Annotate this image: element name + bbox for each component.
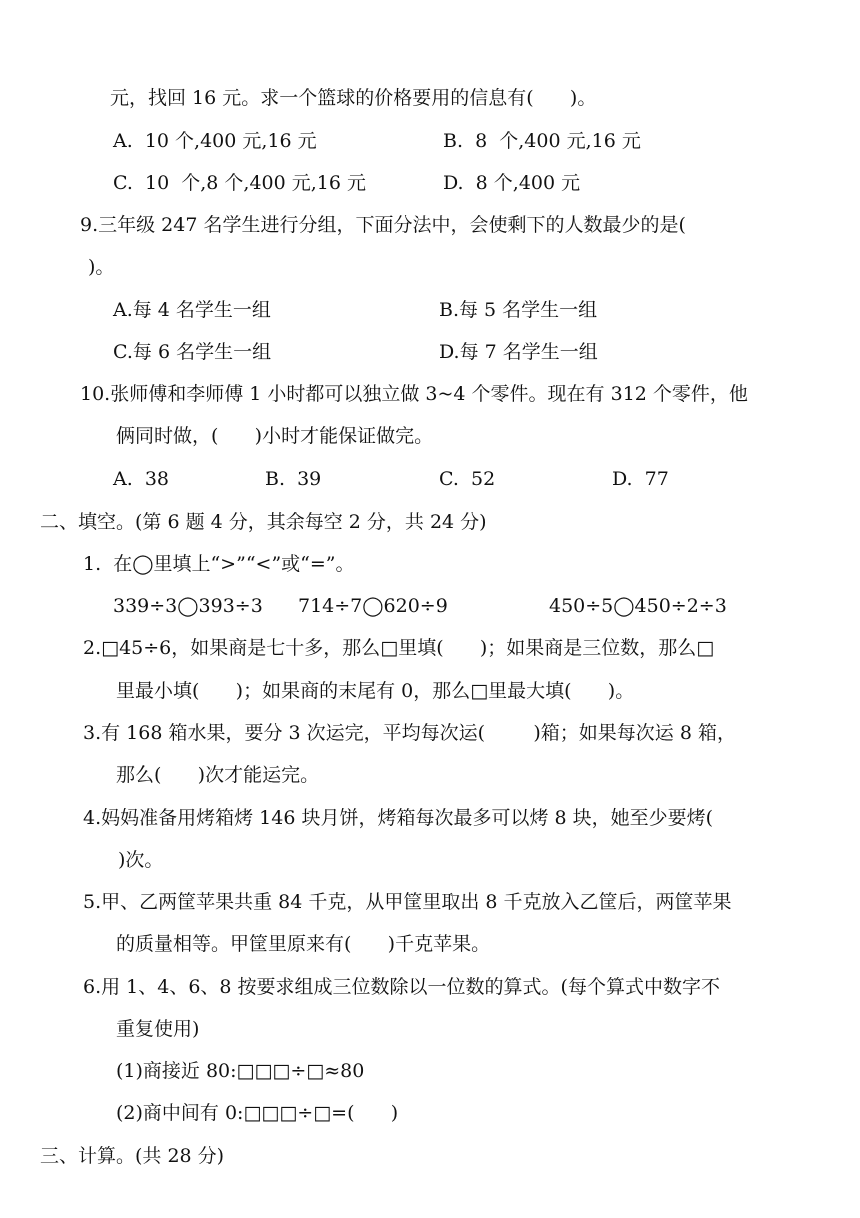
- q9-option-c: C.每 6 名学生一组: [113, 341, 272, 363]
- section-3-heading: 三、计算。(共 28 分): [40, 1145, 225, 1167]
- fill-4-line-1: 4.妈妈准备用烤箱烤 146 块月饼，烤箱每次最多可以烤 8 块，她至少要烤(: [83, 807, 714, 829]
- q9-option-b: B.每 5 名学生一组: [439, 299, 598, 321]
- q10-option-d: D. 77: [612, 468, 669, 490]
- question-9-line-1: 9.三年级 247 名学生进行分组，下面分法中，会使剩下的人数最少的是(: [80, 214, 686, 236]
- fill-3-line-1: 3.有 168 箱水果，要分 3 次运完，平均每次运( )箱；如果每次运 8 箱，: [83, 722, 736, 744]
- section-2-heading: 二、填空。(第 6 题 4 分，其余每空 2 分，共 24 分): [40, 511, 487, 533]
- q9-option-a: A.每 4 名学生一组: [113, 299, 271, 321]
- fill-5-line-2: 的质量相等。甲筐里原来有( )千克苹果。: [116, 933, 491, 955]
- fill-5-line-1: 5.甲、乙两筐苹果共重 84 千克，从甲筐里取出 8 千克放入乙筐后，两筐苹果: [83, 891, 732, 913]
- question-9-line-2: )。: [88, 256, 115, 278]
- question-10-line-2: 俩同时做，( )小时才能保证做完。: [116, 425, 434, 447]
- fill-4-line-2: )次。: [118, 849, 164, 871]
- fill-2-line-2: 里最小填( )；如果商的末尾有 0，那么□里最大填( )。: [116, 680, 635, 702]
- q10-option-b: B. 39: [265, 468, 322, 490]
- fill-2-line-1: 2.□45÷6，如果商是七十多，那么□里填( )；如果商是三位数，那么□: [83, 637, 715, 659]
- q8-option-d: D. 8 个,400 元: [443, 172, 581, 194]
- fill-6-line-1: 6.用 1、4、6、8 按要求组成三位数除以一位数的算式。(每个算式中数字不: [83, 976, 720, 998]
- fill-1-expr-b: 714÷7◯620÷9: [298, 595, 448, 617]
- q8-option-b: B. 8 个,400 元,16 元: [443, 130, 641, 152]
- fill-1-expr-c: 450÷5◯450÷2÷3: [549, 595, 727, 617]
- question-10-line-1: 10.张师傅和李师傅 1 小时都可以独立做 3~4 个零件。现在有 312 个零件，他: [80, 383, 748, 405]
- q8-option-a: A. 10 个,400 元,16 元: [113, 130, 317, 152]
- fill-6-part-1: (1)商接近 80:□□□÷□≈80: [116, 1060, 365, 1082]
- q10-option-c: C. 52: [439, 468, 496, 490]
- fill-1-line-1: 1. 在◯里填上“>”“<”或“=”。: [83, 553, 355, 575]
- question-8-continuation: 元，找回 16 元。求一个篮球的价格要用的信息有( )。: [110, 87, 597, 109]
- fill-1-expr-a: 339÷3◯393÷3: [113, 595, 263, 617]
- fill-6-line-2: 重复使用): [116, 1018, 200, 1040]
- q9-option-d: D.每 7 名学生一组: [439, 341, 598, 363]
- q8-option-c: C. 10 个,8 个,400 元,16 元: [113, 172, 367, 194]
- q10-option-a: A. 38: [113, 468, 170, 490]
- fill-6-part-2: (2)商中间有 0:□□□÷□=( ): [116, 1102, 399, 1124]
- fill-3-line-2: 那么( )次才能运完。: [116, 764, 320, 786]
